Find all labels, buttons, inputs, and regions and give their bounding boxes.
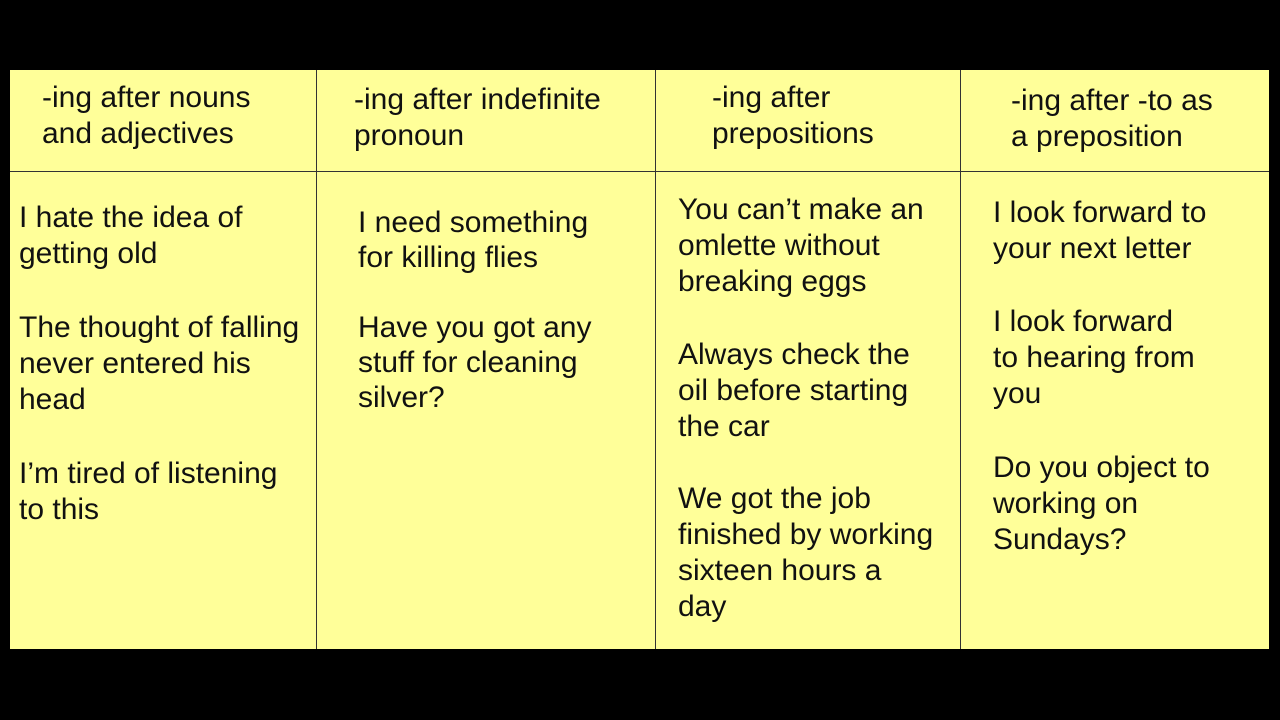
example-sentence: We got the job finished by working sixteen hours a day bbox=[678, 482, 934, 623]
column-body-indefinite-pronoun bbox=[358, 205, 591, 415]
example-sentence: I look forward to your next letter bbox=[993, 196, 1207, 265]
example-sentence: Have you got any stuff for cleaning silver? bbox=[358, 311, 592, 414]
column-body-to-preposition bbox=[993, 195, 1210, 558]
column-divider bbox=[960, 70, 961, 649]
column-header-to-preposition: -ing after -to as a preposition bbox=[1011, 84, 1213, 153]
example-sentence: I hate the idea of getting old bbox=[19, 201, 243, 270]
column-divider bbox=[655, 70, 656, 649]
grammar-table bbox=[10, 70, 1269, 649]
example-sentence: I need something for killing flies bbox=[358, 206, 589, 274]
column-body-prepositions bbox=[678, 192, 933, 625]
example-sentence: The thought of falling never entered his head bbox=[19, 311, 300, 416]
example-sentence: Always check the oil before starting the car bbox=[678, 338, 910, 443]
column-header-prepositions: -ing after prepositions bbox=[712, 81, 874, 150]
column-header-indefinite-pronoun: -ing after indefinite pronoun bbox=[354, 83, 601, 152]
example-sentence: I’m tired of listening to this bbox=[19, 457, 278, 526]
header-divider bbox=[10, 171, 1269, 172]
example-sentence: I look forward to hearing from you bbox=[993, 305, 1195, 410]
column-divider bbox=[316, 70, 317, 649]
column-header-nouns-adjectives: -ing after nouns and adjectives bbox=[42, 81, 251, 150]
example-sentence: Do you object to working on Sundays? bbox=[993, 451, 1210, 556]
column-body-nouns-adjectives bbox=[19, 200, 299, 528]
example-sentence: You can’t make an omlette without breaking eggs bbox=[678, 193, 924, 298]
